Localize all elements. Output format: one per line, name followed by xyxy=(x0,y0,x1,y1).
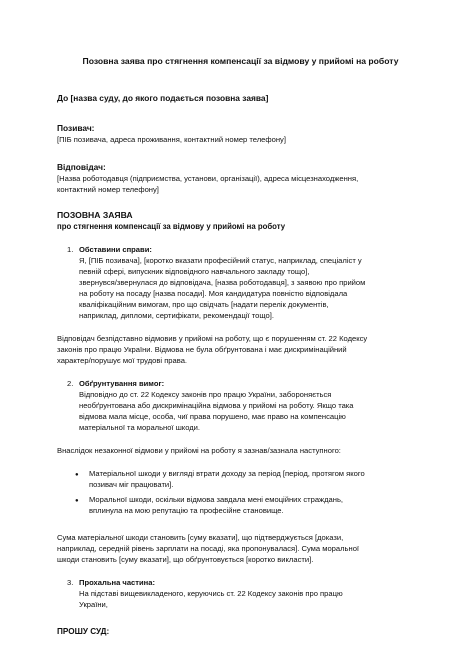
list-item-text xyxy=(89,468,424,490)
bullet-icon xyxy=(57,468,89,490)
list-item xyxy=(57,468,424,490)
section-line: Я, [ПІБ позивача], [коротко вказати професійний статус, наприклад, спеціаліст у xyxy=(79,256,362,265)
section-line: певній сфері, випускник відповідного навчального закладу тощо], xyxy=(79,267,310,276)
defendant-text-line: [Назва роботодавця (підприємства, установи, організації), адреса місцезнаходження, xyxy=(57,174,359,183)
section-line: на роботу на посаду [назва посади]. Моя кандидатура повністю відповідала xyxy=(79,289,348,298)
claim-subheading: про стягнення компенсації за відмову у прийомі на роботу xyxy=(57,222,286,231)
section-number: 2. xyxy=(67,379,74,388)
section-line: України, xyxy=(79,600,108,609)
list-item xyxy=(57,494,424,516)
section-line: звернувся/звернулася до відповідача, [назва роботодавця], з заявою про прийом xyxy=(79,278,366,287)
defendant-block xyxy=(57,161,424,195)
paragraph-line: законів про працю України. Відмова не була обґрунтована і має дискримінаційний xyxy=(57,345,347,354)
claim-heading: ПОЗОВНА ЗАЯВА xyxy=(57,210,133,220)
section-title: Обставини справи: xyxy=(79,245,152,254)
court-line: До [назва суду, до якого подається позовна заява] xyxy=(57,93,269,103)
refusal-paragraph xyxy=(57,333,424,366)
defendant-label: Відповідач: xyxy=(57,162,106,172)
section-content xyxy=(79,577,424,610)
list-item-line: вплинула на мою репутацію та професійне становище. xyxy=(89,506,284,515)
section-circumstances xyxy=(57,244,424,321)
section-request xyxy=(57,577,424,610)
paragraph-line: шкоди становить [суму вказати], що обґрунтовується [коротко викласти]. xyxy=(57,555,314,564)
section-content xyxy=(79,378,424,433)
bullet-icon xyxy=(57,494,89,516)
section-line: Відповідно до ст. 22 Кодексу законів про працю України, забороняється xyxy=(79,390,332,399)
section-line: кваліфікаційним вимогам, про що свідчать [надати перелік документів, xyxy=(79,300,329,309)
section-line: відмова мала місце, особа, чиї права порушено, має право на компенсацію xyxy=(79,412,346,421)
plaintiff-label: Позивач: xyxy=(57,123,95,133)
list-item-text xyxy=(89,494,424,516)
consequence-paragraph: Внаслідок незаконної відмови у прийомі на роботу я зазнав/зазнала наступного: xyxy=(57,446,341,455)
section-line: необґрунтована або дискримінаційна відмова у прийомі на роботу. Якщо така xyxy=(79,401,354,410)
list-item-line: позивач міг працювати]. xyxy=(89,480,174,489)
plaintiff-text: [ПІБ позивача, адреса проживання, контактний номер телефону] xyxy=(57,135,286,144)
final-heading: ПРОШУ СУД: xyxy=(57,627,110,636)
section-number: 1. xyxy=(67,245,74,254)
amounts-paragraph xyxy=(57,532,424,565)
plaintiff-block xyxy=(57,122,424,145)
section-content xyxy=(79,244,424,321)
paragraph-line: характер/порушує мої трудові права. xyxy=(57,356,188,365)
section-line: матеріальної та моральної шкоди. xyxy=(79,423,201,432)
section-justification xyxy=(57,378,424,433)
paragraph-line: Відповідач безпідставно відмовив у прийомі на роботу, що є порушенням ст. 22 Кодексу xyxy=(57,334,368,343)
section-line: На підставі вищевикладеного, керуючись ст. 22 Кодексу законів про працю xyxy=(79,589,343,598)
paragraph-line: Сума матеріальної шкоди становить [суму вказати], що підтверджується [докази, xyxy=(57,533,344,542)
paragraph-line: наприклад, середній рівень зарплати на посаді, яка пропонувалася]. Сума моральної xyxy=(57,544,360,553)
section-line: наприклад, дипломи, сертифікати, рекомендації тощо]. xyxy=(79,311,274,320)
section-number: 3. xyxy=(67,578,74,587)
defendant-text-line: контактний номер телефону] xyxy=(57,185,159,194)
document-title: Позовна заява про стягнення компенсації за відмову у прийомі на роботу xyxy=(82,56,399,66)
section-title: Прохальна частина: xyxy=(79,578,155,587)
list-item-line: Моральної шкоди, оскільки відмова завдала мені емоційних страждань, xyxy=(89,495,344,504)
damages-list xyxy=(57,468,424,516)
list-item-line: Матеріальної шкоди у вигляді втрати доходу за період [період, протягом якого xyxy=(89,469,365,478)
section-title: Обґрунтування вимог: xyxy=(79,379,165,388)
